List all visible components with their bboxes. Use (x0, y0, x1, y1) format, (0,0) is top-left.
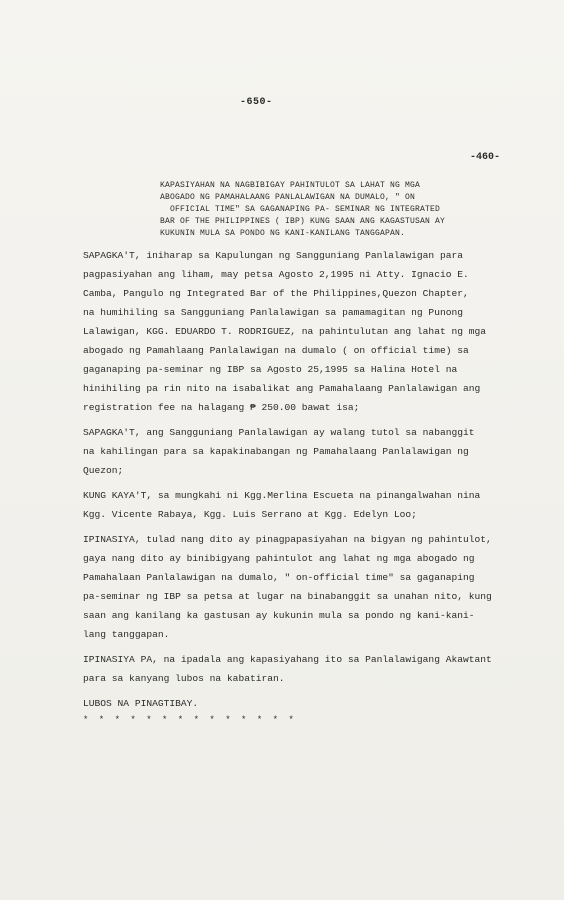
page-number: -650- (240, 97, 273, 108)
text-line: gaya nang dito ay binibigyang pahintulot ang lahat ng mga abogado ng (83, 553, 475, 564)
text-line: SAPAGKA'T, iniharap sa Kapulungan ng Sangguniang Panlalawigan para (83, 250, 463, 261)
paragraph-whereas-1 (83, 246, 528, 417)
title-line: KUKUNIN MULA SA PONDO NG KANI-KANILANG TANGGAPAN. (160, 229, 406, 238)
paragraph-resolved-1 (83, 530, 528, 644)
text-line: Quezon; (83, 465, 124, 476)
title-line: ABOGADO NG PAMAHALAANG PANLALAWIGAN NA DUMALO, " ON (160, 193, 416, 202)
text-line: IPINASIYA, tulad nang dito ay pinagpapasiyahan na bigyan ng pahintulot, (83, 534, 492, 545)
text-line: na kahilingan para sa kapakinabangan ng Pamahalaang Panlalawigan ng (83, 446, 469, 457)
text-line: Kgg. Vicente Rabaya, Kgg. Luis Serrano at Kgg. Edelyn Loo; (83, 509, 417, 520)
text-line: Pamahalaan Panlalawigan na dumalo, " on-official time" sa gaganaping (83, 572, 475, 583)
text-line: registration fee na halagang ₱ 250.00 bawat isa; (83, 402, 360, 413)
title-line: OFFICIAL TIME" SA GAGANAPING PA- SEMINAR NG INTEGRATED (170, 205, 441, 214)
title-line: KAPASIYAHAN NA NAGBIBIGAY PAHINTULOT SA LAHAT NG MGA (160, 181, 421, 190)
resolution-number: -460- (470, 152, 501, 163)
paragraph-resolved-2 (83, 650, 528, 688)
text-line: pagpasiyahan ang liham, may petsa Agosto 2,1995 ni Atty. Ignacio E. (83, 269, 469, 280)
text-line: abogado ng Pamahlaang Panlalawigan na dumalo ( on official time) sa (83, 345, 469, 356)
title-line: BAR OF THE PHILIPPINES ( IBP) KUNG SAAN ANG KAGASTUSAN AY (160, 217, 446, 226)
closing-statement (83, 694, 528, 713)
text-line: pa-seminar ng IBP sa petsa at lugar na binabanggit sa unahan nito, kung (83, 591, 492, 602)
star-divider: * * * * * * * * * * * * * * (83, 715, 297, 725)
text-line: na humihiling sa Sangguniang Panlalawigan sa pamamagitan ng Punong (83, 307, 463, 318)
closing-text: LUBOS NA PINAGTIBAY. (83, 698, 199, 709)
text-line: saan ang kanilang ka gastusan ay kukunin mula sa pondo ng kani-kani- (83, 610, 475, 621)
resolution-title (160, 180, 520, 240)
text-line: Camba, Pangulo ng Integrated Bar of the Philippines,Quezon Chapter, (83, 288, 469, 299)
text-line: lang tanggapan. (83, 629, 170, 640)
text-line: KUNG KAYA'T, sa mungkahi ni Kgg.Merlina Escueta na pinangalwahan nina (83, 490, 481, 501)
text-line: gaganaping pa-seminar ng IBP sa Agosto 25,1995 sa Halina Hotel na (83, 364, 458, 375)
text-line: para sa kanyang lubos na kabatiran. (83, 673, 285, 684)
paragraph-motion (83, 486, 528, 524)
text-line: IPINASIYA PA, na ipadala ang kapasiyahang ito sa Panlalawigang Akawtant (83, 654, 492, 665)
text-line: SAPAGKA'T, ang Sangguniang Panlalawigan ay walang tutol sa nabanggit (83, 427, 475, 438)
paragraph-whereas-2 (83, 423, 528, 480)
resolution-body (83, 246, 528, 727)
text-line: Lalawigan, KGG. EDUARDO T. RODRIGUEZ, na pahintulutan ang lahat ng mga (83, 326, 487, 337)
text-line: hinihiling pa rin nito na isabalikat ang Pamahalaang Panlalawigan ang (83, 383, 481, 394)
